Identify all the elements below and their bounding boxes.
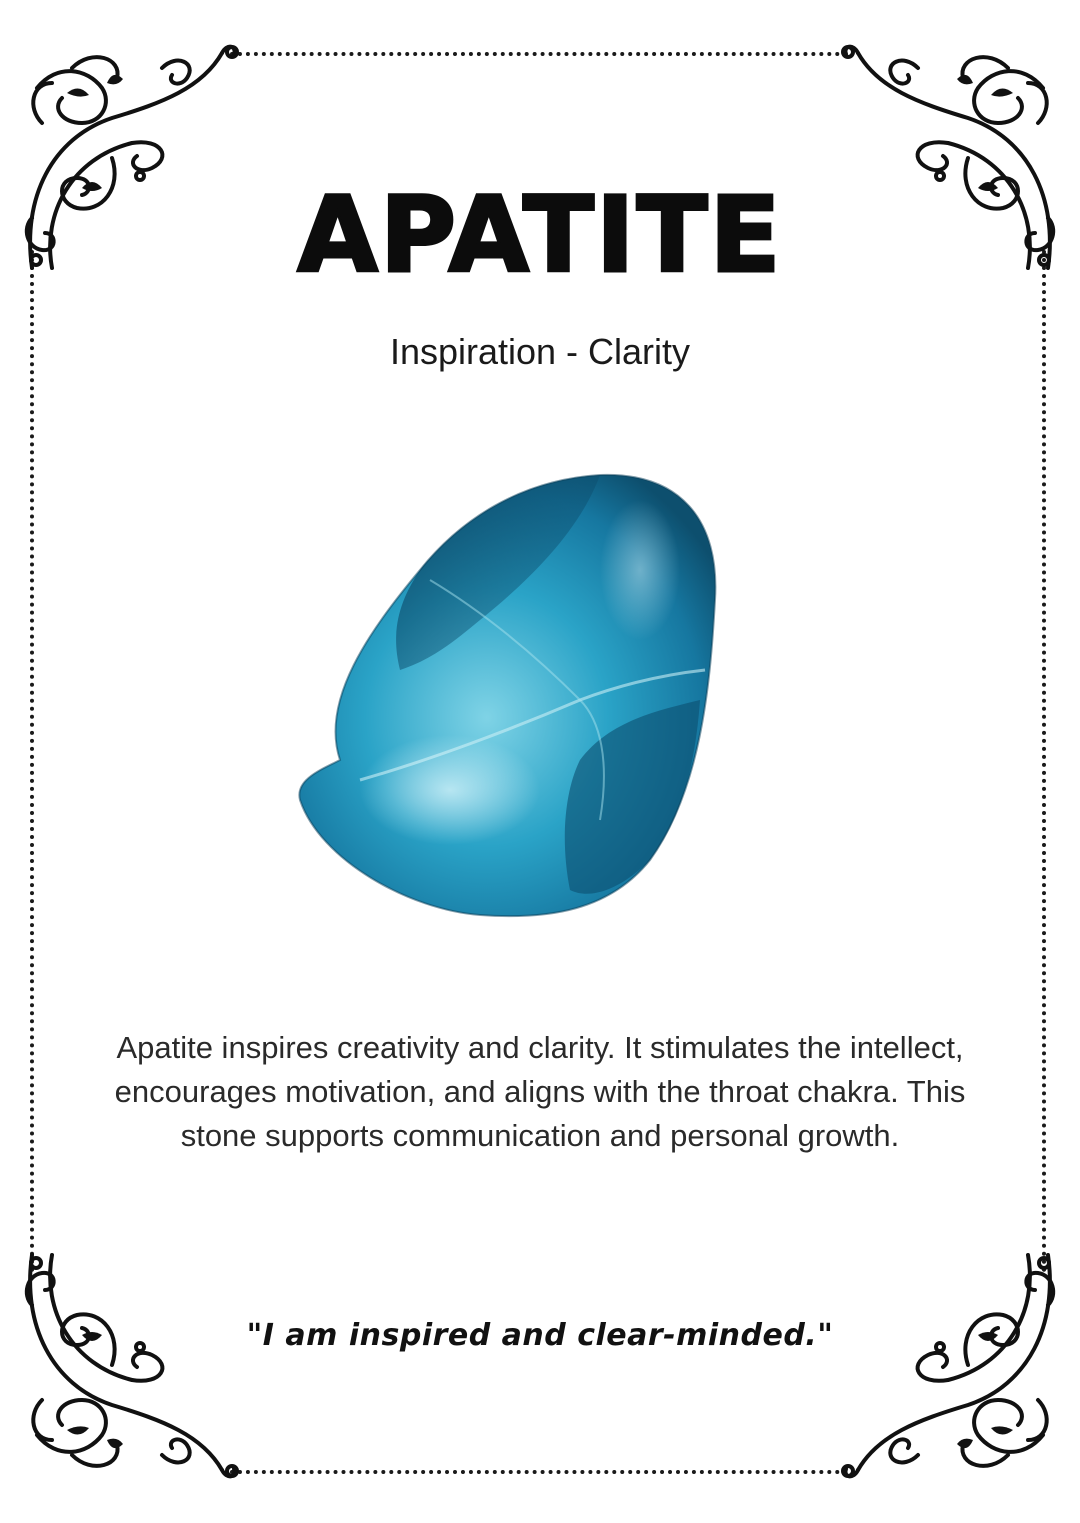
corner-ornament-bottom-right-icon	[828, 1245, 1068, 1495]
stone-description: Apatite inspires creativity and clarity. It stimulates the intellect, encourages motivation, and aligns with the throat chakra. This stone supports communication and personal growth.	[114, 1030, 966, 1153]
stone-subtitle: Inspiration - Clarity	[389, 331, 691, 372]
dotted-border-top	[230, 52, 848, 56]
corner-ornament-bottom-left-icon	[12, 1245, 252, 1495]
dotted-border-right	[1042, 250, 1046, 1273]
stone-title: APATITE	[297, 174, 783, 296]
dotted-border-bottom	[230, 1470, 848, 1474]
stone-affirmation: "I am inspired and clear-minded."	[246, 1318, 834, 1353]
apatite-stone-image	[280, 460, 730, 930]
dotted-border-left	[30, 250, 34, 1273]
